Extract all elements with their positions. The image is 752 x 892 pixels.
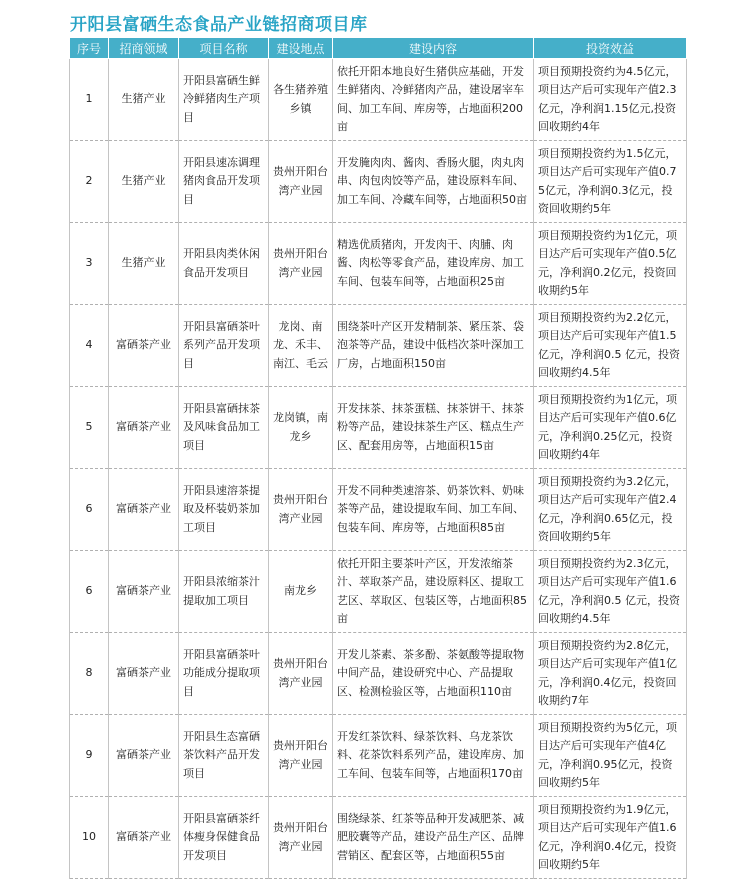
table-row (70, 141, 687, 223)
row-location: 南龙乡 (269, 551, 333, 633)
table-row (70, 59, 687, 141)
row-content: 精选优质猪肉，开发肉干、肉脯、肉酱、肉松等零食产品，建设库房、加工车间、包装车间等，占地面积25亩 (333, 223, 534, 305)
header-no: 序号 (70, 38, 109, 59)
row-project-name: 开阳县富硒茶叶系列产品开发项目 (179, 305, 269, 387)
row-field: 生猪产业 (109, 223, 179, 305)
row-location: 贵州开阳台湾产业园 (269, 633, 333, 715)
row-benefit: 项目预期投资约为4.5亿元，项目达产后可实现年产值2.3亿元，净利润1.15亿元,投资回收期约4年 (534, 59, 687, 141)
row-location: 贵州开阳台湾产业园 (269, 223, 333, 305)
row-project-name: 开阳县速溶茶提取及杯装奶茶加工项目 (179, 469, 269, 551)
row-field: 生猪产业 (109, 141, 179, 223)
table-row (70, 715, 687, 797)
row-field: 富硒茶产业 (109, 305, 179, 387)
table-row (70, 797, 687, 879)
row-location: 龙岗镇，南龙乡 (269, 387, 333, 469)
row-project-name: 开阳县肉类休闲食品开发项目 (179, 223, 269, 305)
row-location: 贵州开阳台湾产业园 (269, 141, 333, 223)
row-project-name: 开阳县富硒茶纤体瘦身保健食品开发项目 (179, 797, 269, 879)
row-benefit: 项目预期投资约为1.5亿元，项目达产后可实现年产值0.75亿元，净利润0.3亿元，投资回收期约5年 (534, 141, 687, 223)
table-row (70, 551, 687, 633)
row-content: 开发不同种类速溶茶、奶茶饮料、奶味茶等产品，建设提取车间、加工车间、包装车间、库房等，占地面积85亩 (333, 469, 534, 551)
header-row (70, 38, 687, 59)
row-benefit: 项目预期投资约为2.8亿元，项目达产后可实现年产值1亿元，净利润0.4亿元，投资回收期约7年 (534, 633, 687, 715)
row-number: 5 (70, 387, 109, 469)
row-benefit: 项目预期投资约为2.2亿元，项目达产后可实现年产值1.5亿元，净利润0.5 亿元，投资回收期约4.5年 (534, 305, 687, 387)
row-field: 富硒茶产业 (109, 551, 179, 633)
header-content: 建设内容 (333, 38, 534, 59)
row-number: 6 (70, 469, 109, 551)
row-location: 各生猪养殖乡镇 (269, 59, 333, 141)
page-title: 开阳县富硒生态食品产业链招商项目库 (70, 15, 368, 35)
row-content: 开发腌肉肉、酱肉、香肠火腿，肉丸肉串、肉包肉饺等产品，建设原料车间、加工车间、冷藏车间等，占地面积50亩 (333, 141, 534, 223)
header-field: 招商领域 (109, 38, 179, 59)
row-benefit: 项目预期投资约为1亿元，项目达产后可实现年产值0.5亿元，净利润0.2亿元，投资回收期约5年 (534, 223, 687, 305)
row-location: 贵州开阳台湾产业园 (269, 797, 333, 879)
row-content: 依托开阳本地良好生猪供应基础，开发生鲜猪肉、冷鲜猪肉产品，建设屠宰车间、加工车间、库房等，占地面积200亩 (333, 59, 534, 141)
row-field: 富硒茶产业 (109, 797, 179, 879)
row-location: 贵州开阳台湾产业园 (269, 715, 333, 797)
row-benefit: 项目预期投资约为3.2亿元，项目达产后可实现年产值2.4亿元，净利润0.65亿元，投资回收期约5年 (534, 469, 687, 551)
table-row (70, 469, 687, 551)
table-row (70, 387, 687, 469)
table-row (70, 633, 687, 715)
row-number: 1 (70, 59, 109, 141)
row-benefit: 项目预期投资约为1.9亿元，项目达产后可实现年产值1.6亿元，净利润0.4亿元，投资回收期约5年 (534, 797, 687, 879)
row-number: 10 (70, 797, 109, 879)
row-location: 贵州开阳台湾产业园 (269, 469, 333, 551)
row-content: 围绕茶叶产区开发精制茶、紧压茶、袋泡茶等产品，建设中低档次茶叶深加工厂房，占地面积150亩 (333, 305, 534, 387)
row-content: 依托开阳主要茶叶产区，开发浓缩茶汁、萃取茶产品，建设原料区、提取工艺区、萃取区、包装区等，占地面积85亩 (333, 551, 534, 633)
row-benefit: 项目预期投资约为2.3亿元，项目达产后可实现年产值1.6亿元，净利润0.5 亿元，投资回收期约4.5年 (534, 551, 687, 633)
header-name: 项目名称 (179, 38, 269, 59)
row-content: 开发红茶饮料、绿茶饮料、乌龙茶饮料、花茶饮料系列产品，建设库房、加工车间、包装车间等，占地面积170亩 (333, 715, 534, 797)
row-number: 4 (70, 305, 109, 387)
table-row (70, 305, 687, 387)
row-location: 龙岗、南龙、禾丰、南江、毛云 (269, 305, 333, 387)
table-row (70, 223, 687, 305)
row-content: 围绕绿茶、红茶等品种开发减肥茶、减肥胶囊等产品，建设产品生产区、品牌营销区、配套区等，占地面积55亩 (333, 797, 534, 879)
row-project-name: 开阳县生态富硒茶饮料产品开发项目 (179, 715, 269, 797)
row-project-name: 开阳县富硒生鲜冷鲜猪肉生产项目 (179, 59, 269, 141)
row-benefit: 项目预期投资约为5亿元，项目达产后可实现年产值4亿元，净利润0.95亿元，投资回收期约5年 (534, 715, 687, 797)
table-header (70, 38, 687, 59)
row-number: 8 (70, 633, 109, 715)
row-number: 9 (70, 715, 109, 797)
row-project-name: 开阳县浓缩茶汁提取加工项目 (179, 551, 269, 633)
row-project-name: 开阳县富硒茶叶功能成分提取项目 (179, 633, 269, 715)
row-number: 3 (70, 223, 109, 305)
project-table (69, 37, 687, 879)
header-benefit: 投资效益 (534, 38, 687, 59)
row-field: 富硒茶产业 (109, 633, 179, 715)
row-field: 富硒茶产业 (109, 715, 179, 797)
row-benefit: 项目预期投资约为1亿元，项目达产后可实现年产值0.6亿元，净利润0.25亿元，投资回收期约4年 (534, 387, 687, 469)
row-number: 2 (70, 141, 109, 223)
row-project-name: 开阳县富硒抹茶及风味食品加工项目 (179, 387, 269, 469)
row-field: 生猪产业 (109, 59, 179, 141)
row-project-name: 开阳县速冻调理猪肉食品开发项目 (179, 141, 269, 223)
row-field: 富硒茶产业 (109, 387, 179, 469)
row-content: 开发儿茶素、茶多酚、茶氨酸等提取物中间产品，建设研究中心、产品提取区、检测检验区等，占地面积110亩 (333, 633, 534, 715)
table-body (70, 59, 687, 879)
row-number: 6 (70, 551, 109, 633)
header-location: 建设地点 (269, 38, 333, 59)
row-field: 富硒茶产业 (109, 469, 179, 551)
row-content: 开发抹茶、抹茶蛋糕、抹茶饼干、抹茶粉等产品，建设抹茶生产区、糕点生产区、配套用房等，占地面积15亩 (333, 387, 534, 469)
